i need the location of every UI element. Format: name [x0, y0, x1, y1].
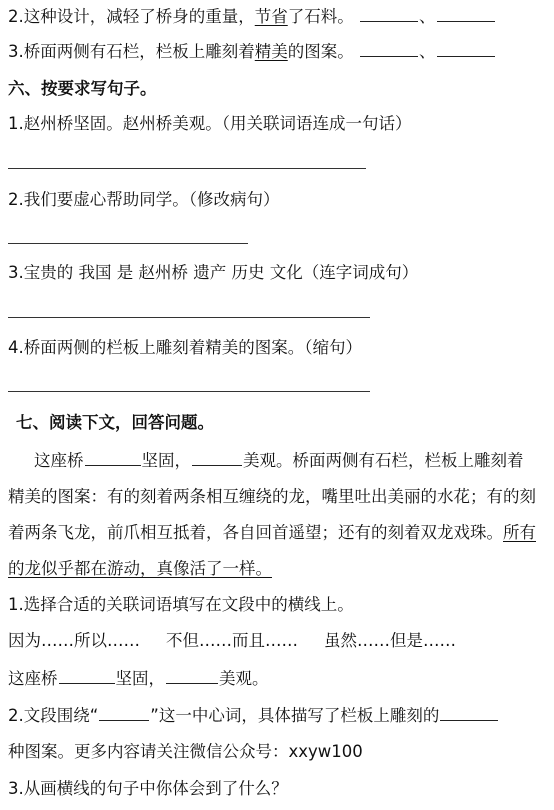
- passage-underlined-text: 的龙似乎都在游动，真像活了一样。: [8, 559, 272, 578]
- passage-line-3: [8, 522, 536, 544]
- passage-text: 美观。桥面两侧有石栏，栏板上雕刻着: [243, 451, 524, 470]
- fill-text: 美观。: [219, 669, 269, 688]
- fill-text: 坚固，: [115, 669, 165, 688]
- question-3: [8, 41, 496, 63]
- passage-text: 这座桥: [34, 451, 84, 470]
- passage-blank[interactable]: [192, 451, 242, 466]
- section-7-q1-options: [8, 630, 456, 652]
- section-7-q2-cont: 种图案。更多内容请关注微信公众号：xxyw100: [8, 742, 363, 761]
- fill-blank[interactable]: [166, 669, 218, 684]
- q2-text: 2.文段围绕“: [8, 706, 99, 725]
- question-2: [8, 6, 496, 28]
- answer-blank[interactable]: [360, 42, 418, 57]
- blank-separator: 、: [419, 42, 436, 61]
- question-2-text: 2.这种设计，减轻了桥身的重量，: [8, 7, 255, 26]
- question-3-text: 3.桥面两侧有石栏，栏板上雕刻着: [8, 42, 255, 61]
- answer-blank[interactable]: [437, 7, 495, 22]
- q2-text: ”这一中心词，具体描写了栏板上雕刻的: [150, 706, 440, 725]
- answer-line[interactable]: [8, 168, 366, 169]
- section-6-item-3: 3.宝贵的 我国 是 赵州桥 遗产 历史 文化（连字词成句）: [8, 263, 419, 282]
- answer-line[interactable]: [8, 317, 370, 318]
- passage-underlined-text: 所有: [503, 523, 536, 542]
- q2-blank[interactable]: [99, 706, 149, 721]
- section-6-item-1: 1.赵州桥坚固。赵州桥美观。（用关联词语连成一句话）: [8, 114, 412, 133]
- section-6-title: 六、按要求写句子。: [8, 79, 157, 98]
- question-2-tail: 了石料。: [287, 7, 354, 26]
- answer-line[interactable]: [8, 391, 370, 392]
- q2-blank[interactable]: [440, 706, 498, 721]
- section-7-q1-prompt: 1.选择合适的关联词语填写在文段中的横线上。: [8, 595, 354, 614]
- fill-blank[interactable]: [59, 669, 115, 684]
- answer-blank[interactable]: [437, 42, 495, 57]
- passage-line-1: [34, 450, 524, 472]
- passage-text: 着两条飞龙，前爪相互抵着，各自回首遥望；还有的刻着双龙戏珠。: [8, 523, 503, 542]
- section-7-q3: 3.从画横线的句子中你体会到了什么？: [8, 779, 288, 798]
- question-3-underlined-word: 精美: [254, 42, 288, 61]
- conjunction-option: 因为……所以……: [8, 631, 140, 650]
- answer-blank[interactable]: [360, 7, 418, 22]
- blank-separator: 、: [419, 7, 436, 26]
- passage-line-2: 精美的图案：有的刻着两条相互缠绕的龙，嘴里吐出美丽的水花；有的刻: [8, 487, 536, 506]
- fill-text: 这座桥: [8, 669, 58, 688]
- passage-line-4: [8, 558, 272, 580]
- question-3-tail: 的图案。: [287, 42, 354, 61]
- conjunction-option: 不但……而且……: [166, 631, 298, 650]
- question-2-underlined-word: 节省: [254, 7, 288, 26]
- section-7-q1-fill: [8, 668, 269, 690]
- section-7-title: 七、阅读下文，回答问题。: [16, 413, 214, 432]
- section-6-item-4: 4.桥面两侧的栏板上雕刻着精美的图案。（缩句）: [8, 338, 362, 357]
- section-6-item-2: 2.我们要虚心帮助同学。（修改病句）: [8, 190, 280, 209]
- passage-text: 坚固，: [141, 451, 191, 470]
- answer-line[interactable]: [8, 243, 248, 244]
- passage-blank[interactable]: [85, 451, 141, 466]
- section-7-q2: [8, 705, 499, 727]
- conjunction-option: 虽然……但是……: [324, 631, 456, 650]
